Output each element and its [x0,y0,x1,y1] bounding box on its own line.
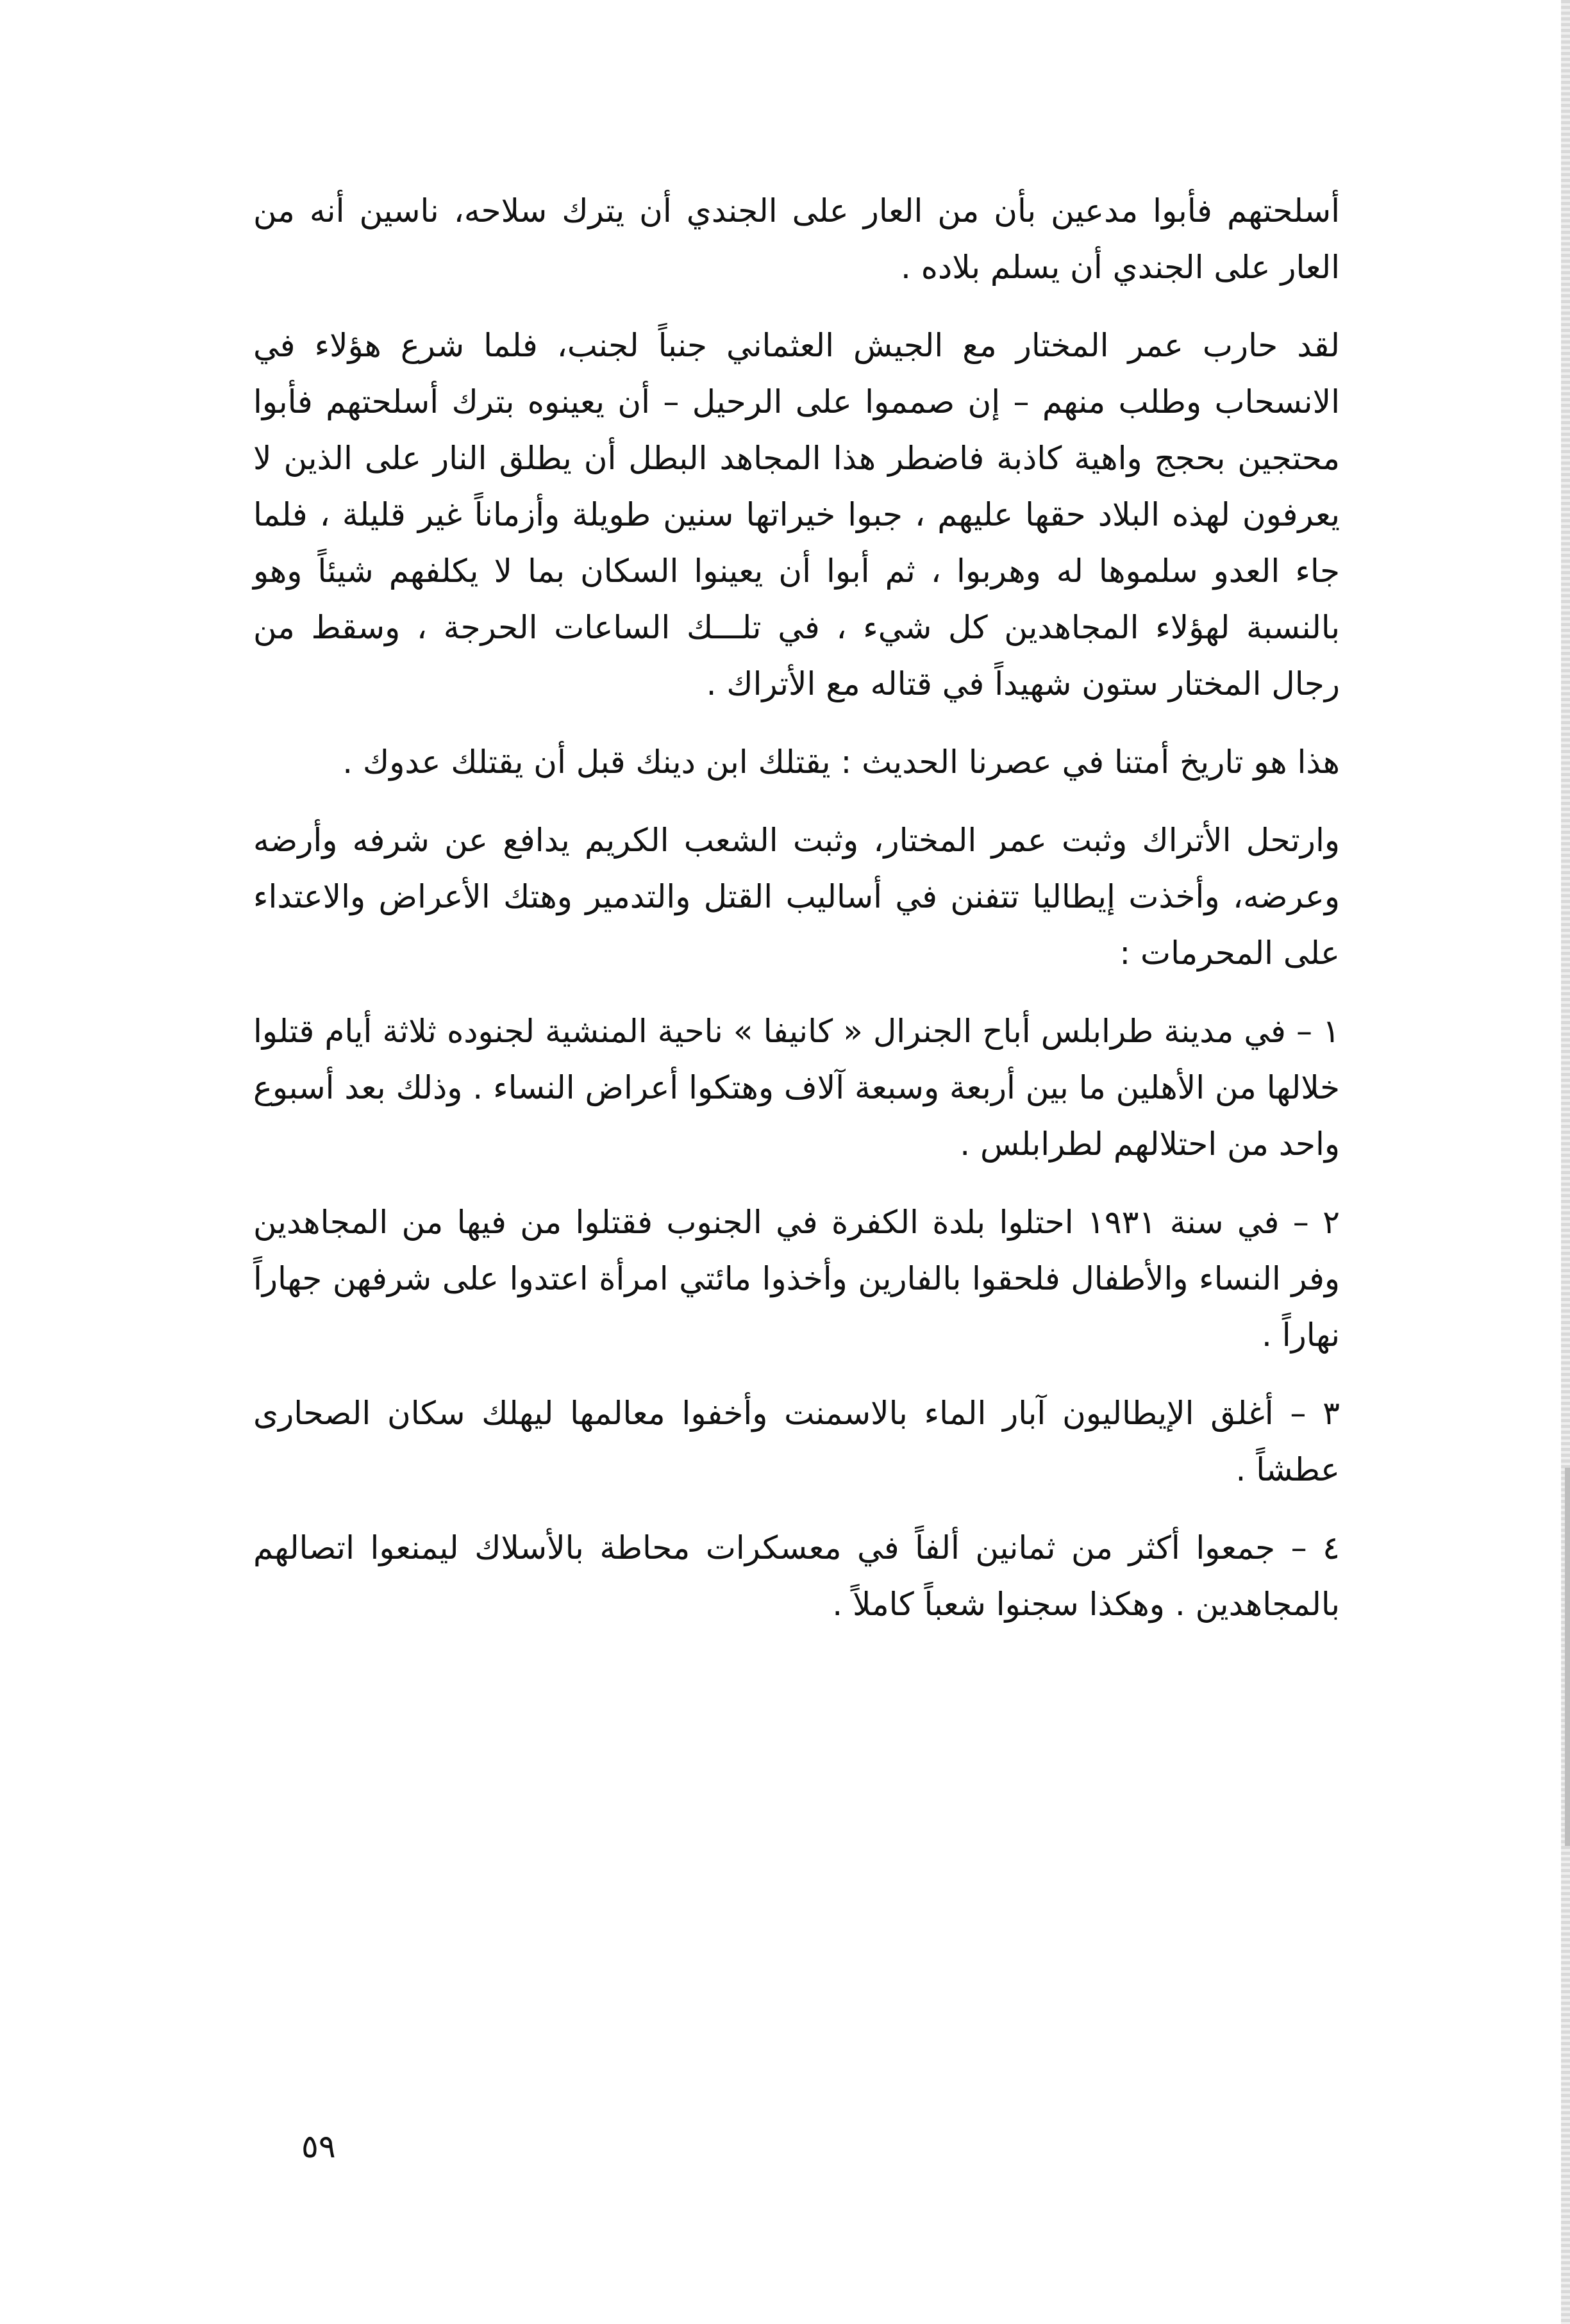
scan-edge-mark [1565,1468,1570,1846]
scan-edge [1561,0,1570,2324]
list-item-4: ٤ – جمعوا أكثر من ثمانين ألفاً في معسكرات محاطة بالأسلاك ليمنعوا اتصالهم بالمجاهدين . وهكذا سجنوا شعباً كاملاً . [253,1529,1340,1623]
list-item-2: ٢ – في سنة ١٩٣١ احتلوا بلدة الكفرة في الجنوب فقتلوا من فيها من المجاهدين وفر النساء والأطفال فلحقوا بالفارين وأخذوا مائتي امرأة اعتدوا على شرفهن جهاراً نهاراً . [253,1204,1340,1354]
paragraph-4: وارتحل الأتراك وثبت عمر المختار، وثبت الشعب الكريم يدافع عن شرفه وأرضه وعرضه، وأخذت إيطاليا تتفنن في أساليب القتل والتدمير وهتك الأعراض والاعتداء على المحرمات : [253,822,1340,972]
paragraph-3: هذا هو تاريخ أمتنا في عصرنا الحديث : يقتلك ابن دينك قبل أن يقتلك عدوك . [342,743,1340,781]
body-text [253,183,1340,1632]
list-item-3: ٣ – أغلق الإيطاليون آبار الماء بالاسمنت وأخفوا معالمها ليهلك سكان الصحارى عطشاً . [253,1395,1340,1488]
list-item-1: ١ – في مدينة طرابلس أباح الجنرال « كانيفا » ناحية المنشية لجنوده ثلاثة أيام قتلوا خلالها من الأهلين ما بين أربعة وسبعة آلاف وهتكوا أعراض النساء . وذلك بعد أسبوع واحد من احتلالهم لطرابلس . [253,1013,1340,1163]
paragraph-1: أسلحتهم فأبوا مدعين بأن من العار على الجندي أن يترك سلاحه، ناسين أنه من العار على الجندي أن يسلم بلاده . [253,192,1340,286]
paragraph-2: لقد حارب عمر المختار مع الجيش العثماني جنباً لجنب، فلما شرع هؤلاء في الانسحاب وطلب منهم – إن صمموا على الرحيل – أن يعينوه بترك أسلحتهم فأبوا محتجين بحجج واهية كاذبة فاضطر هذا المجاهد البطل أن يطلق النار على الذين لا يعرفون لهذه البلاد حقها عليهم ، جبوا خيراتها سنين طويلة وأزماناً غير قليلة ، فلما جاء العدو سلموها له وهربوا ، ثم أبوا أن يعينوا السكان بما لا يكلفهم شيئاً وهو بالنسبة لهؤلاء المجاهدين كل شيء ، في تلـــك الساعات الحرجة ، وسقط من رجال المختار ستون شهيداً في قتاله مع الأتراك . [253,327,1340,702]
page-number: ٥٩ [301,2128,336,2165]
